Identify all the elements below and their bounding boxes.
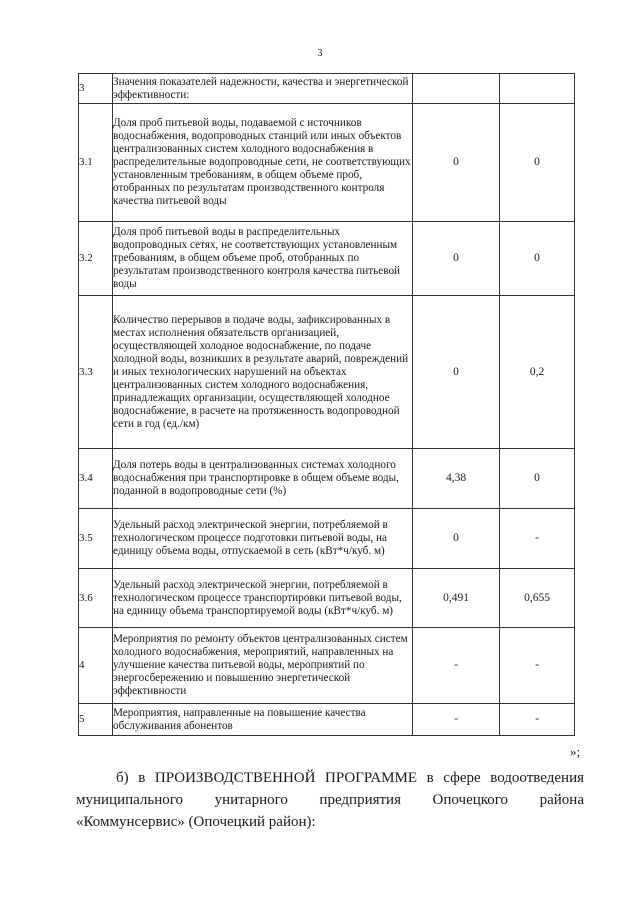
indicators-table: [78, 73, 575, 736]
value-cell-1: 0: [413, 296, 500, 449]
value-cell-2: 0: [500, 104, 575, 222]
table-row: [79, 449, 575, 509]
row-number: 3.6: [79, 569, 113, 628]
row-text: Количество перерывов в подаче воды, зафиксированных в местах исполнения обязательств организацией, осуществляющей холодное водоснабжение, по подаче холодной воды, возникших в результате аварий, повреждений и иных технологических нарушений на объектах централизованных систем холодного водоснабжения, принадлежащих организации, осуществляющей холодное водоснабжение, в расчете на протяженность водопроводной сети в год (ед./км): [113, 296, 413, 449]
value-cell-2: -: [500, 628, 575, 704]
row-text: Значения показателей надежности, качества и энергетической эффективности:: [113, 74, 413, 104]
value-cell-2: -: [500, 704, 575, 736]
value-cell-2: 0: [500, 222, 575, 296]
value-cell-2: -: [500, 509, 575, 569]
row-number: 4: [79, 628, 113, 704]
table-row: [79, 104, 575, 222]
row-number: 3.4: [79, 449, 113, 509]
value-cell-2: 0: [500, 449, 575, 509]
value-cell-1: 4,38: [413, 449, 500, 509]
value-cell-1: 0: [413, 104, 500, 222]
row-text: Доля проб питьевой воды, подаваемой с источников водоснабжения, водопроводных станций или иных объектов централизованных систем холодного водоснабжения в распределительные водопроводные сети, не соответствующих установленным требованиям, в общем объеме проб, отобранных по результатам производственного контроля качества питьевой воды: [113, 104, 413, 222]
value-cell-1: 0: [413, 222, 500, 296]
table-row: [79, 704, 575, 736]
row-number: 3.3: [79, 296, 113, 449]
value-cell-2: 0,2: [500, 296, 575, 449]
row-text: Доля проб питьевой воды в распределительных водопроводных сетях, не соответствующих установленным требованиям, в общем объеме проб, отобранных по результатам производственного контроля качества питьевой воды: [113, 222, 413, 296]
row-number: 3.1: [79, 104, 113, 222]
table-row: [79, 296, 575, 449]
value-cell-1: -: [413, 628, 500, 704]
row-text: Удельный расход электрической энергии, потребляемой в технологическом процессе транспортировки питьевой воды, на единицу объема транспортируемой воды (кВт*ч/куб. м): [113, 569, 413, 628]
value-cell-1: [413, 74, 500, 104]
row-text: Мероприятия по ремонту объектов централизованных систем холодного водоснабжения, мероприятий, направленных на улучшение качества питьевой воды, мероприятий по энергосбережению и повышению энергетической эффективности: [113, 628, 413, 704]
row-number: 3.2: [79, 222, 113, 296]
table-row: [79, 74, 575, 104]
table-row: [79, 628, 575, 704]
paragraph-line: б) в ПРОИЗВОДСТВЕННОЙ ПРОГРАММЕ в сфере водоотведения: [116, 770, 584, 786]
page-number: 3: [317, 48, 323, 59]
paragraph-line: муниципального унитарного предприятия Опочецкого района: [76, 792, 584, 808]
row-number: 3: [79, 74, 113, 104]
table-row: [79, 222, 575, 296]
program-paragraph: [76, 767, 584, 833]
value-cell-1: 0: [413, 509, 500, 569]
paragraph-line: «Коммунсервис» (Опочецкий район):: [76, 814, 316, 830]
row-text: Мероприятия, направленные на повышение качества обслуживания абонентов: [113, 704, 413, 736]
table-row: [79, 569, 575, 628]
table-row: [79, 509, 575, 569]
value-cell-2: 0,655: [500, 569, 575, 628]
value-cell-1: -: [413, 704, 500, 736]
row-text: Удельный расход электрической энергии, потребляемой в технологическом процессе подготовки питьевой воды, на единицу объема воды, отпускаемой в сеть (кВт*ч/куб. м): [113, 509, 413, 569]
row-text: Доля потерь воды в централизованных системах холодного водоснабжения при транспортировке в общем объеме воды, поданной в водопроводные сети (%): [113, 449, 413, 509]
closing-quote-mark: »;: [570, 744, 581, 759]
row-number: 5: [79, 704, 113, 736]
row-number: 3.5: [79, 509, 113, 569]
value-cell-1: 0,491: [413, 569, 500, 628]
value-cell-2: [500, 74, 575, 104]
